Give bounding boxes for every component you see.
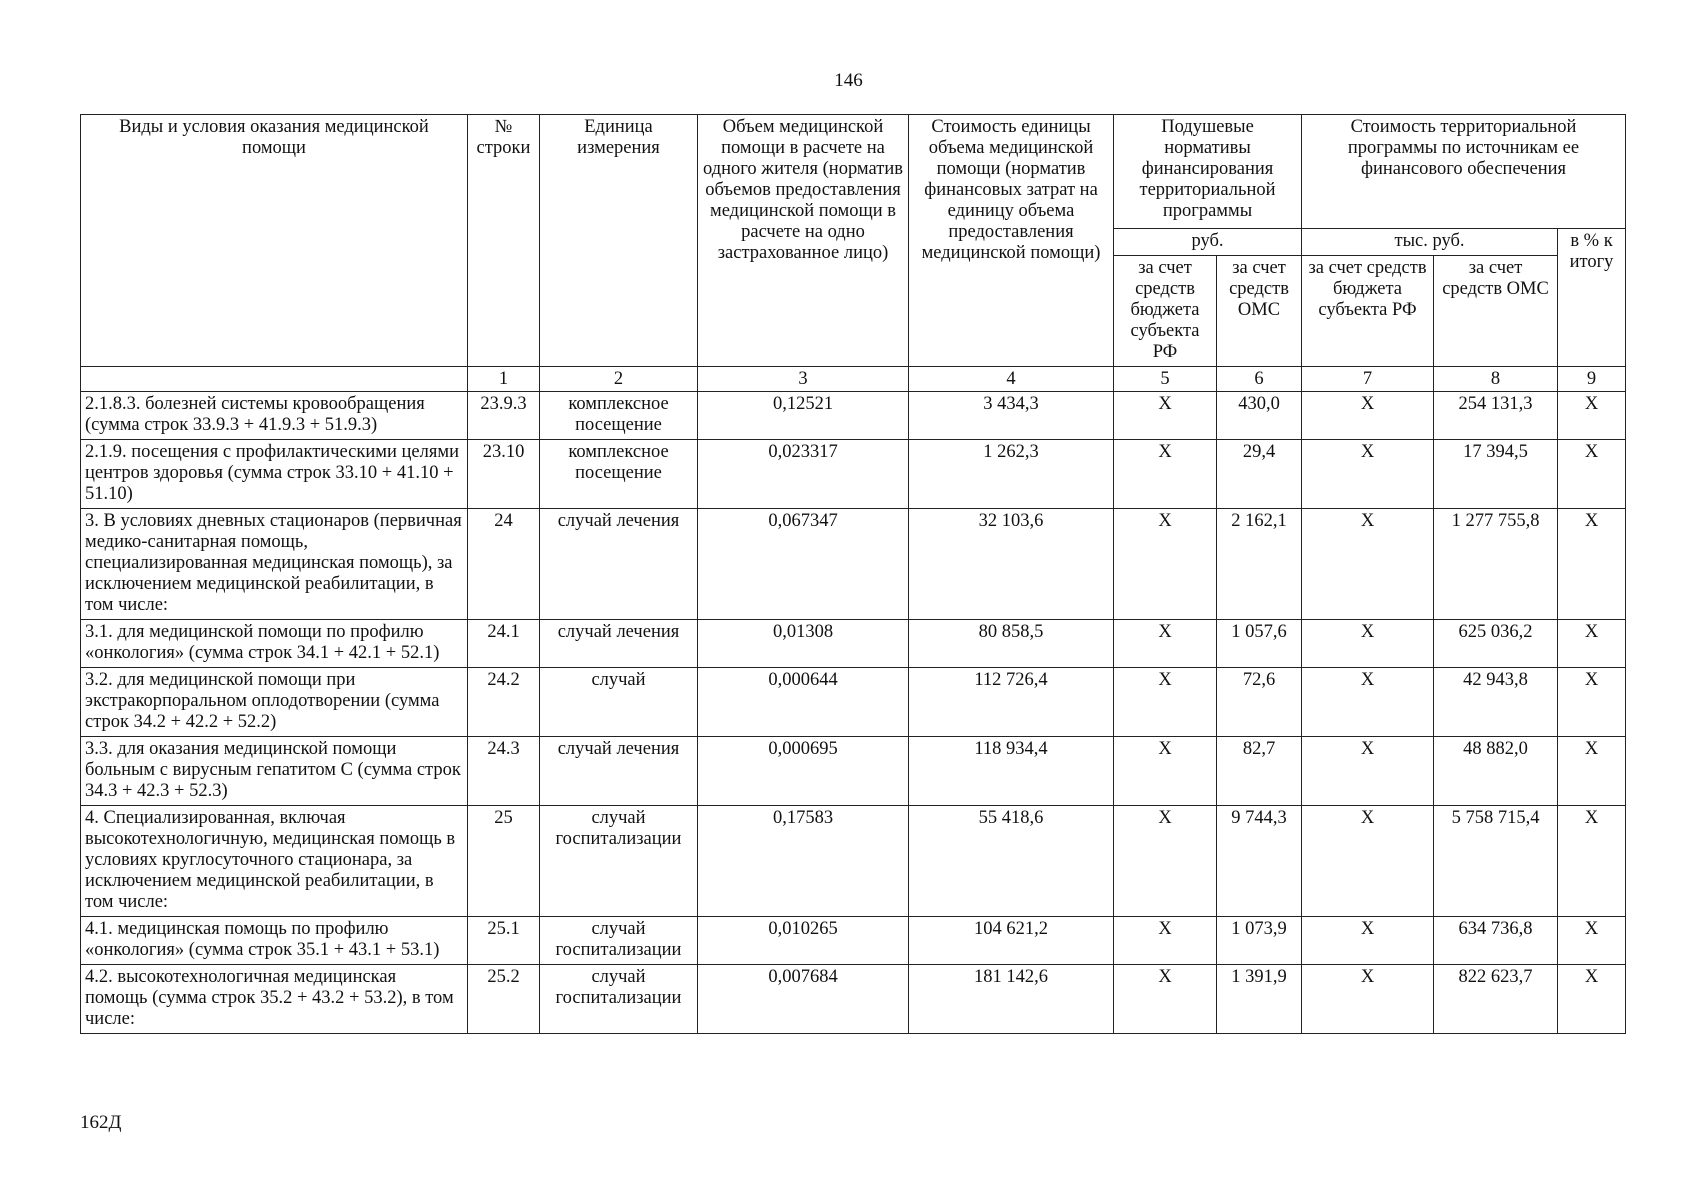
- header-pct-total: в % к итогу: [1558, 229, 1626, 367]
- header-program-cost: Стоимость территориальной программы по источникам ее финансового обеспечения: [1302, 115, 1626, 229]
- row-budget-thous: Х: [1302, 806, 1434, 917]
- row-budget-rub: Х: [1114, 509, 1217, 620]
- row-kind: 3.1. для медицинской помощи по профилю «онкология» (сумма строк 34.1 + 42.1 + 52.1): [81, 620, 468, 668]
- row-kind: 2.1.9. посещения с профилактическими целями центров здоровья (сумма строк 33.10 + 41.10 + 51.10): [81, 440, 468, 509]
- header-volume: Объем медицинской помощи в расчете на одного жителя (норматив объемов предоставления медицинской помощи в расчете на одно застрахованное лицо): [698, 115, 909, 367]
- row-number: 25: [468, 806, 540, 917]
- row-oms-thous: 17 394,5: [1434, 440, 1558, 509]
- row-number: 24.2: [468, 668, 540, 737]
- row-unit: случай лечения: [540, 737, 698, 806]
- row-budget-thous: Х: [1302, 668, 1434, 737]
- row-budget-thous: Х: [1302, 965, 1434, 1034]
- row-pct: Х: [1558, 737, 1626, 806]
- row-budget-rub: Х: [1114, 440, 1217, 509]
- row-budget-rub: Х: [1114, 392, 1217, 440]
- row-unit: случай лечения: [540, 620, 698, 668]
- row-budget-rub: Х: [1114, 737, 1217, 806]
- row-number: 23.10: [468, 440, 540, 509]
- row-kind: 2.1.8.3. болезней системы кровообращения (сумма строк 33.9.3 + 41.9.3 + 51.9.3): [81, 392, 468, 440]
- row-volume: 0,17583: [698, 806, 909, 917]
- header-thous-rub: тыс. руб.: [1302, 229, 1558, 256]
- row-pct: Х: [1558, 806, 1626, 917]
- row-pct: Х: [1558, 392, 1626, 440]
- row-oms-rub: 1 057,6: [1217, 620, 1302, 668]
- row-oms-rub: 1 391,9: [1217, 965, 1302, 1034]
- header-oms-2: за счет средств ОМС: [1434, 256, 1558, 367]
- table-row: [81, 509, 1626, 620]
- row-volume: 0,023317: [698, 440, 909, 509]
- document-code: 162Д: [80, 1112, 122, 1133]
- column-number: 1: [468, 367, 540, 392]
- row-kind: 3.2. для медицинской помощи при экстракорпоральном оплодотворении (сумма строк 34.2 + 42.2 + 52.2): [81, 668, 468, 737]
- row-unit: случай госпитализации: [540, 806, 698, 917]
- row-budget-thous: Х: [1302, 917, 1434, 965]
- row-oms-rub: 9 744,3: [1217, 806, 1302, 917]
- row-unit-cost: 32 103,6: [909, 509, 1114, 620]
- column-number: 2: [540, 367, 698, 392]
- row-unit-cost: 112 726,4: [909, 668, 1114, 737]
- row-kind: 4.2. высокотехнологичная медицинская помощь (сумма строк 35.2 + 43.2 + 53.2), в том числе:: [81, 965, 468, 1034]
- row-budget-rub: Х: [1114, 668, 1217, 737]
- row-oms-rub: 82,7: [1217, 737, 1302, 806]
- row-oms-thous: 634 736,8: [1434, 917, 1558, 965]
- row-number: 24.1: [468, 620, 540, 668]
- row-budget-rub: Х: [1114, 965, 1217, 1034]
- row-kind: 3. В условиях дневных стационаров (первичная медико-санитарная помощь, специализированная медицинская помощь), за исключением медицинской реабилитации, в том числе:: [81, 509, 468, 620]
- row-number: 25.2: [468, 965, 540, 1034]
- header-unit-cost: Стоимость единицы объема медицинской помощи (норматив финансовых затрат на единицу объема предоставления медицинской помощи): [909, 115, 1114, 367]
- column-number: 4: [909, 367, 1114, 392]
- row-oms-thous: 254 131,3: [1434, 392, 1558, 440]
- row-pct: Х: [1558, 620, 1626, 668]
- table-row: [81, 392, 1626, 440]
- header-budget-rf: за счет средств бюджета субъекта РФ: [1114, 256, 1217, 367]
- row-unit: комплексное посещение: [540, 440, 698, 509]
- table-row: [81, 440, 1626, 509]
- row-volume: 0,007684: [698, 965, 909, 1034]
- row-number: 24: [468, 509, 540, 620]
- row-budget-thous: Х: [1302, 737, 1434, 806]
- column-number: 6: [1217, 367, 1302, 392]
- row-oms-rub: 2 162,1: [1217, 509, 1302, 620]
- header-per-capita: Подушевые нормативы финансирования территориальной программы: [1114, 115, 1302, 229]
- column-number: 5: [1114, 367, 1217, 392]
- column-number: 8: [1434, 367, 1558, 392]
- row-pct: Х: [1558, 509, 1626, 620]
- column-number: 9: [1558, 367, 1626, 392]
- row-budget-thous: Х: [1302, 620, 1434, 668]
- row-budget-thous: Х: [1302, 509, 1434, 620]
- row-unit-cost: 181 142,6: [909, 965, 1114, 1034]
- row-unit-cost: 55 418,6: [909, 806, 1114, 917]
- row-oms-rub: 1 073,9: [1217, 917, 1302, 965]
- row-oms-thous: 42 943,8: [1434, 668, 1558, 737]
- row-oms-thous: 5 758 715,4: [1434, 806, 1558, 917]
- column-number: 3: [698, 367, 909, 392]
- row-oms-thous: 1 277 755,8: [1434, 509, 1558, 620]
- table-row: [81, 917, 1626, 965]
- row-unit-cost: 118 934,4: [909, 737, 1114, 806]
- table-row: [81, 668, 1626, 737]
- header-budget-rf-2: за счет средств бюджета субъекта РФ: [1302, 256, 1434, 367]
- column-numbers-row: [81, 367, 1626, 392]
- header-rub: руб.: [1114, 229, 1302, 256]
- row-unit: случай: [540, 668, 698, 737]
- row-volume: 0,000695: [698, 737, 909, 806]
- row-volume: 0,12521: [698, 392, 909, 440]
- column-number: [81, 367, 468, 392]
- row-number: 23.9.3: [468, 392, 540, 440]
- column-number: 7: [1302, 367, 1434, 392]
- header-kind: Виды и условия оказания медицинской помощи: [81, 115, 468, 367]
- row-pct: Х: [1558, 917, 1626, 965]
- row-unit: случай лечения: [540, 509, 698, 620]
- row-unit-cost: 3 434,3: [909, 392, 1114, 440]
- table-row: [81, 965, 1626, 1034]
- row-kind: 4.1. медицинская помощь по профилю «онкология» (сумма строк 35.1 + 43.1 + 53.1): [81, 917, 468, 965]
- table-row: [81, 806, 1626, 917]
- row-oms-thous: 822 623,7: [1434, 965, 1558, 1034]
- row-unit-cost: 104 621,2: [909, 917, 1114, 965]
- header-row-no: № строки: [468, 115, 540, 367]
- row-unit: случай госпитализации: [540, 965, 698, 1034]
- table-row: [81, 737, 1626, 806]
- row-unit-cost: 1 262,3: [909, 440, 1114, 509]
- row-oms-rub: 72,6: [1217, 668, 1302, 737]
- row-budget-thous: Х: [1302, 392, 1434, 440]
- row-pct: Х: [1558, 440, 1626, 509]
- row-oms-rub: 29,4: [1217, 440, 1302, 509]
- row-oms-rub: 430,0: [1217, 392, 1302, 440]
- header-oms: за счет средств ОМС: [1217, 256, 1302, 367]
- row-oms-thous: 48 882,0: [1434, 737, 1558, 806]
- row-budget-rub: Х: [1114, 917, 1217, 965]
- row-unit: случай госпитализации: [540, 917, 698, 965]
- table-row: [81, 620, 1626, 668]
- row-budget-rub: Х: [1114, 806, 1217, 917]
- row-oms-thous: 625 036,2: [1434, 620, 1558, 668]
- row-kind: 3.3. для оказания медицинской помощи больным с вирусным гепатитом С (сумма строк 34.3 + 42.3 + 52.3): [81, 737, 468, 806]
- row-pct: Х: [1558, 668, 1626, 737]
- row-number: 24.3: [468, 737, 540, 806]
- page-number: 146: [834, 70, 863, 91]
- row-kind: 4. Специализированная, включая высокотехнологичную, медицинская помощь в условиях круглосуточного стационара, за исключением медицинской реабилитации, в том числе:: [81, 806, 468, 917]
- row-number: 25.1: [468, 917, 540, 965]
- row-unit-cost: 80 858,5: [909, 620, 1114, 668]
- row-pct: Х: [1558, 965, 1626, 1034]
- row-volume: 0,000644: [698, 668, 909, 737]
- row-budget-rub: Х: [1114, 620, 1217, 668]
- program-cost-table: [80, 114, 1626, 1034]
- row-unit: комплексное посещение: [540, 392, 698, 440]
- row-budget-thous: Х: [1302, 440, 1434, 509]
- header-unit: Единица измерения: [540, 115, 698, 367]
- row-volume: 0,067347: [698, 509, 909, 620]
- row-volume: 0,010265: [698, 917, 909, 965]
- row-volume: 0,01308: [698, 620, 909, 668]
